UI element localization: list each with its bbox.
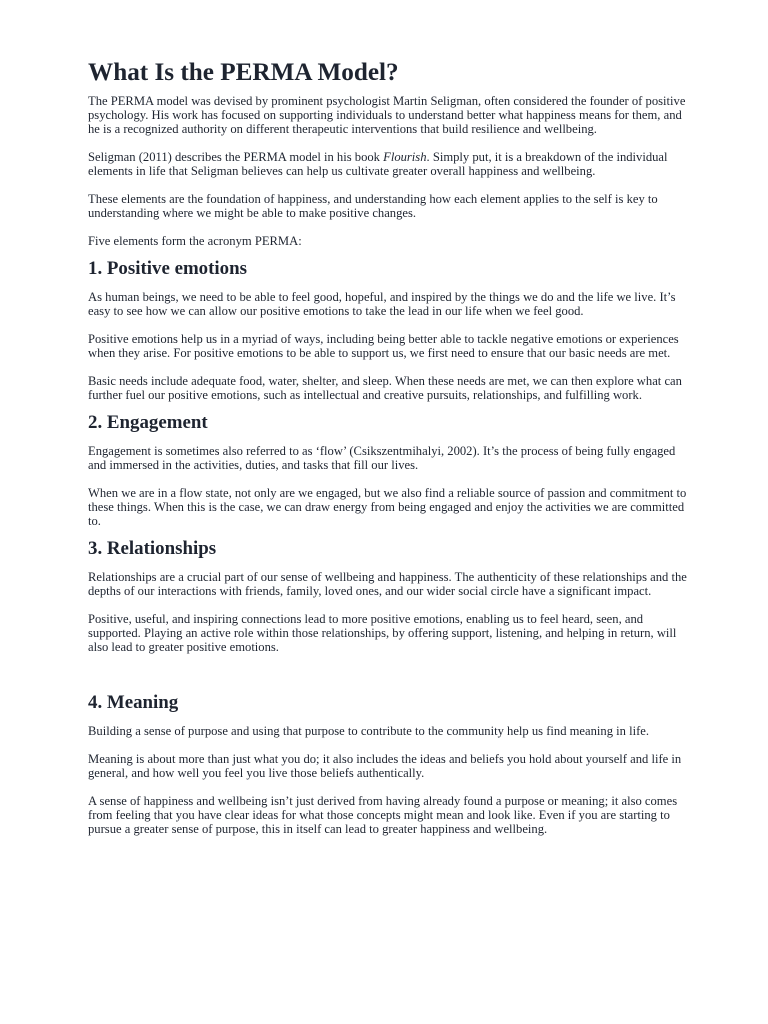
section-paragraph: As human beings, we need to be able to feel good, hopeful, and inspired by the things we do and the life we live. It’s easy to see how we can allow our positive emotions to take the lead in our life when we feel good. — [88, 290, 676, 318]
section-paragraph: Basic needs include adequate food, water, shelter, and sleep. When these needs are met, we can then explore what can further fuel our positive emotions, such as intellectual and creative pursuits, relationships, and fulfilling work. — [88, 374, 682, 402]
intro-paragraph: The PERMA model was devised by prominent psychologist Martin Seligman, often considered the founder of positive psychology. His work has focused on supporting individuals to understand better what happiness means for them, and he is a recognized authority on different therapeutic interventions that build resilience and wellbeing. — [88, 94, 686, 136]
section-heading: 1. Positive emotions — [88, 258, 247, 279]
intro-text: . Simply put, it is a breakdown of the individual elements in life that Seligman believes can help us cultivate greater overall happiness and wellbeing. — [88, 150, 668, 178]
section-paragraph: When we are in a flow state, not only are we engaged, but we also find a reliable source of passion and commitment to these things. When this is the case, we can draw energy from being engaged and enjoy the activities we are committed to. — [88, 486, 687, 528]
page-title: What Is the PERMA Model? — [88, 59, 399, 86]
section-paragraph: Positive emotions help us in a myriad of ways, including being better able to tackle negative emotions or experiences when they arise. For positive emotions to be able to support us, we first need to ensure that our basic needs are met. — [88, 332, 679, 360]
section-heading: 4. Meaning — [88, 692, 179, 713]
section-paragraph: Positive, useful, and inspiring connections lead to more positive emotions, enabling us to feel heard, seen, and supported. Playing an active role within those relationships, by offering support, listening, and helping in return, will also lead to greater positive emotions. — [88, 612, 677, 654]
document-page — [88, 59, 688, 836]
section-paragraph: Meaning is about more than just what you do; it also includes the ideas and beliefs you hold about yourself and life in general, and how well you feel you live those beliefs authentically. — [88, 752, 682, 780]
section-paragraph: A sense of happiness and wellbeing isn’t just derived from having already found a purpose or meaning; it also comes from feeling that you have clear ideas for what those concepts might mean and look like. Even if you are starting to pursue a greater sense of purpose, this in itself can lead to greater happiness and wellbeing. — [88, 794, 678, 836]
intro-text: Seligman (2011) describes the PERMA model in his book — [88, 150, 384, 164]
book-title: Flourish — [383, 150, 427, 164]
section-paragraph: Building a sense of purpose and using that purpose to contribute to the community help us find meaning in life. — [88, 724, 650, 738]
intro-paragraph — [88, 150, 688, 178]
section-paragraph: Relationships are a crucial part of our sense of wellbeing and happiness. The authenticity of these relationships and the depths of our interactions with friends, family, loved ones, and our wider social circle have a significant impact. — [88, 570, 687, 598]
section-heading: 2. Engagement — [88, 412, 208, 433]
intro-paragraph: These elements are the foundation of happiness, and understanding how each element applies to the self is key to understanding where we might be able to make positive changes. — [88, 192, 658, 220]
intro-paragraph: Five elements form the acronym PERMA: — [88, 234, 302, 248]
section-paragraph: Engagement is sometimes also referred to as ‘flow’ (Csikszentmihalyi, 2002). It’s the process of being fully engaged and immersed in the activities, duties, and tasks that fill our lives. — [88, 444, 676, 472]
section-heading: 3. Relationships — [88, 538, 217, 559]
